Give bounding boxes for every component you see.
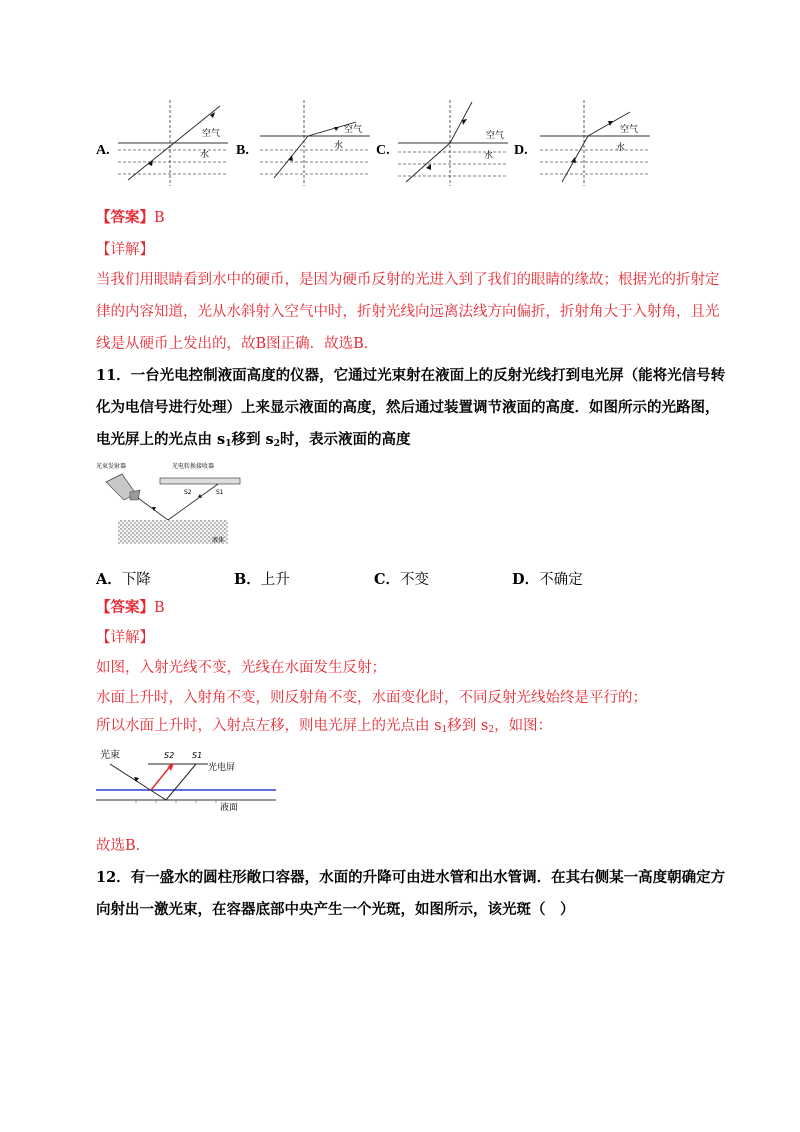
q11-converter-label: 光电转换接收器 xyxy=(172,463,215,470)
q11-answer-s1-label: S1 xyxy=(192,751,203,760)
q11-option-c[interactable]: C．不变 xyxy=(374,571,430,588)
q10-a-water-label: 水 xyxy=(200,150,210,160)
q11-answer-figure xyxy=(96,744,276,812)
q10-option-a-label[interactable]: A. xyxy=(96,143,110,158)
q10-b-water-label: 水 xyxy=(334,141,344,151)
q11-options xyxy=(96,568,716,590)
q11-explanation-line-3: 所以水面上升时，入射点左移，则电光屏上的光点由 $s_1$移到 $s_2$，如图： xyxy=(96,718,553,735)
answer-value: B xyxy=(154,600,165,616)
q11-conclusion: 故选B． xyxy=(96,838,151,854)
q10-explanation-line-2: 律的内容知道，光从水斜射入空气中时，折射光线向远离法线方向偏折，折射角大于入射角，且光 xyxy=(96,304,720,320)
q11-detail-tag: 【详解】 xyxy=(96,630,154,646)
q10-explanation-line-1: 当我们用眼睛看到水中的硬币，是因为硬币反射的光进入到了我们的眼睛的缘故；根据光的折射定 xyxy=(96,272,720,288)
q10-option-c-label[interactable]: C. xyxy=(376,143,390,158)
q11-option-d[interactable]: D．不确定 xyxy=(512,571,583,588)
q11-option-b[interactable]: B．上升 xyxy=(234,571,290,588)
q10-option-b-diagram xyxy=(260,100,370,186)
q11-question-line-1: 11．一台光电控制液面高度的仪器，它通过光束射在液面上的反射光线打到电光屏（能将光信号转 xyxy=(96,367,726,384)
q10-option-b-label[interactable]: B. xyxy=(236,143,249,158)
q11-s2-label: S2 xyxy=(184,489,192,496)
q10-detail-tag: 【详解】 xyxy=(96,242,154,258)
q11-question-line-3: 电光屏上的光点由 $s_1$移到 $s_2$时，表示液面的高度 xyxy=(96,431,411,449)
q11-emitter xyxy=(106,474,140,500)
q10-option-d-label[interactable]: D. xyxy=(514,143,528,158)
q10-answer xyxy=(96,208,165,228)
q10-option-c-diagram xyxy=(398,100,508,186)
q10-options-row xyxy=(0,90,800,190)
answer-tag: 【答案】 xyxy=(96,599,154,616)
q10-d-water-label: 水 xyxy=(616,143,626,153)
q12-question-line-1: 12．有一盛水的圆柱形敞口容器，水面的升降可由进水管和出水管调．在其右侧某一高度朝确定方 xyxy=(96,869,726,886)
q11-emitter-label: 光束发射器 xyxy=(96,463,127,470)
q11-question-line-2: 化为电信号进行处理）上来显示液面的高度，然后通过装置调节液面的高度．如图所示的光路图， xyxy=(96,399,720,416)
q11-liquid-label: 液体 xyxy=(212,537,225,544)
q11-answer xyxy=(96,598,165,618)
q10-c-air-label: 空气 xyxy=(486,131,505,141)
q11-explanation-line-2: 水面上升时，入射角不变，则反射角不变，水面变化时，不同反射光线始终是平行的； xyxy=(96,690,647,706)
answer-value: B xyxy=(154,210,165,226)
q11-option-a[interactable]: A．下降 xyxy=(96,571,151,588)
q11-figure xyxy=(96,460,246,550)
q10-option-a-diagram xyxy=(118,100,228,186)
q12-question-line-2: 向射出一激光束，在容器底部中央产生一个光斑，如图所示，该光斑（ ） xyxy=(96,901,575,918)
q11-answer-s2-label: S2 xyxy=(164,751,175,760)
answer-tag: 【答案】 xyxy=(96,209,154,226)
q10-c-water-label: 水 xyxy=(484,151,494,161)
q10-explanation-line-3: 线是从硬币上发出的，故B图正确．故选B． xyxy=(96,336,379,352)
q11-converter-bar xyxy=(160,478,240,484)
q11-explanation-line-1: 如图，入射光线不变，光线在水面发生反射； xyxy=(96,660,386,676)
q11-answer-liquid-label: 液面 xyxy=(220,803,239,813)
q11-answer-beam-label: 光束 xyxy=(100,750,120,761)
q10-a-air-label: 空气 xyxy=(202,129,221,139)
q10-option-d-diagram xyxy=(540,100,650,186)
q10-d-air-label: 空气 xyxy=(620,125,639,135)
q10-b-air-label: 空气 xyxy=(344,125,363,135)
q11-answer-screen-label: 光电屏 xyxy=(208,763,236,773)
q11-s1-label: S1 xyxy=(216,489,224,496)
